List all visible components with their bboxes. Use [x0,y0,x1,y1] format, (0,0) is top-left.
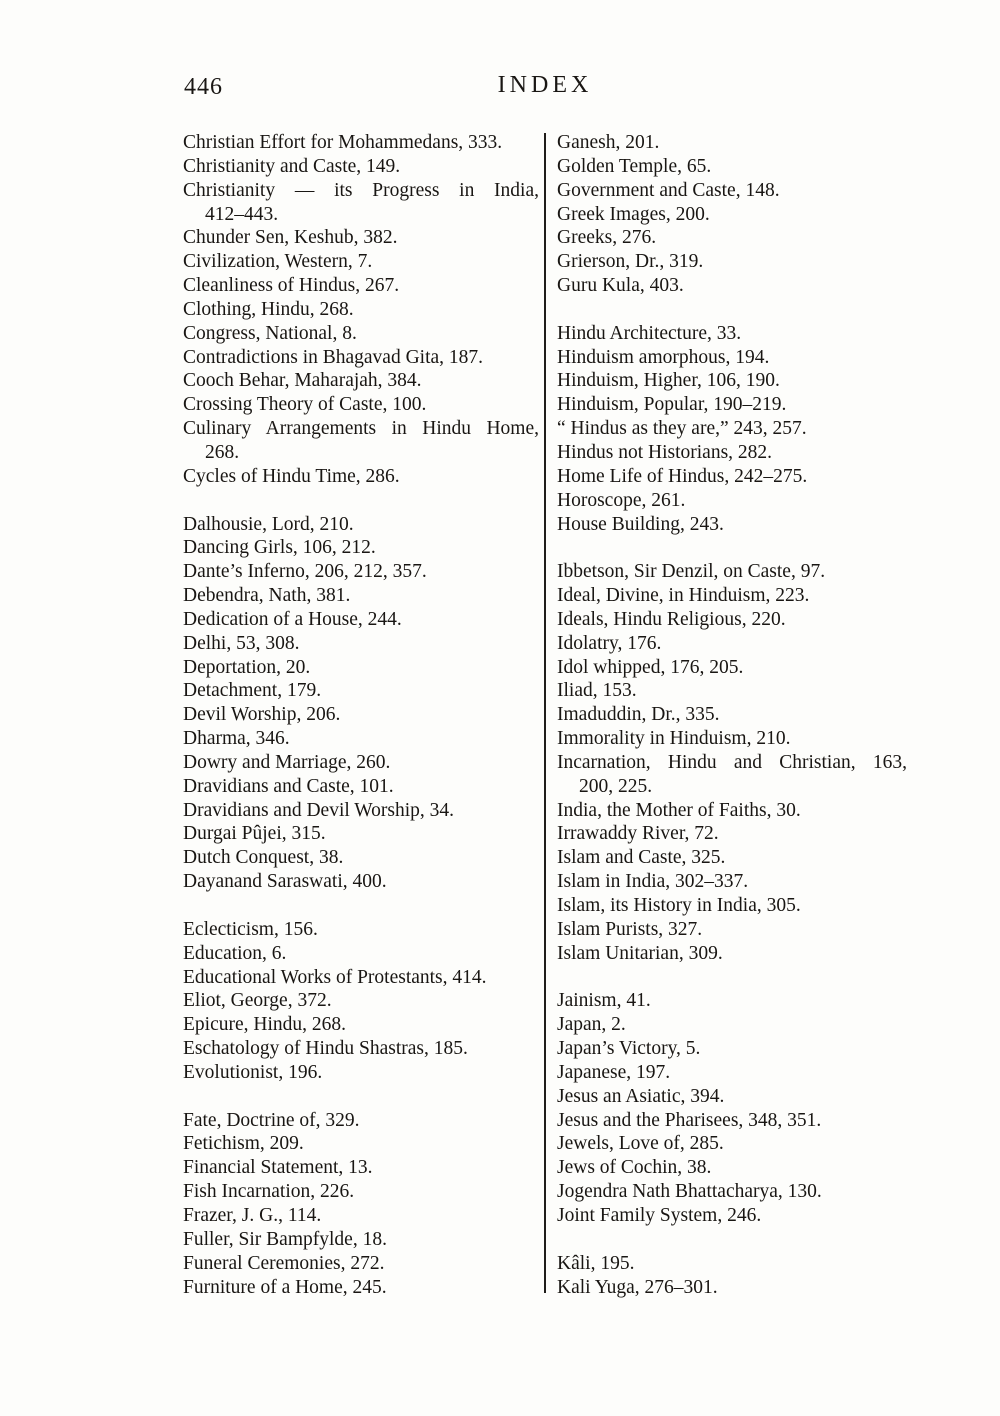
index-entry: Educational Works of Protestants, 414. [183,966,487,988]
index-entry: Hindu Architecture, 33. [557,322,742,344]
index-entry: Incarnation, Hindu and Christian, 163, [557,751,907,773]
index-entry: Delhi, 53, 308. [183,632,300,654]
index-entry: Jesus an Asiatic, 394. [557,1085,725,1107]
index-entry: Cooch Behar, Maharajah, 384. [183,370,422,392]
index-entry: Evolutionist, 196. [183,1061,323,1083]
index-entry-continuation: 412–443. [205,203,279,225]
index-entry: Funeral Ceremonies, 272. [183,1252,385,1274]
index-entry: Fish Incarnation, 226. [183,1181,355,1203]
index-entry: Congress, National, 8. [183,322,357,344]
index-entry: House Building, 243. [557,513,724,535]
index-entry: Japan’s Victory, 5. [557,1038,701,1060]
index-entry: Islam Unitarian, 309. [557,942,723,964]
index-entry: Idol whipped, 176, 205. [557,656,744,678]
index-entry: Deportation, 20. [183,656,311,678]
index-entry: Contradictions in Bhagavad Gita, 187. [183,346,484,368]
index-entry: Irrawaddy River, 72. [557,823,719,845]
section-gap [183,894,539,918]
index-entry: Cycles of Hindu Time, 286. [183,465,400,487]
index-entry: Islam, its History in India, 305. [557,895,801,916]
page-number: 446 [184,74,223,100]
index-entry: Financial Statement, 13. [183,1157,373,1179]
index-entry: Greeks, 276. [557,227,657,249]
section-gap [557,966,907,990]
index-entry: Dalhousie, Lord, 210. [183,513,354,535]
index-entry: Dravidians and Devil Worship, 34. [183,799,455,821]
index-entry-continuation: 200, 225. [579,775,653,797]
index-entry: Dancing Girls, 106, 212. [183,537,376,559]
index-entry: Civilization, Western, 7. [183,251,373,273]
index-entry: Kâli, 195. [557,1252,635,1274]
index-entry: Christian Effort for Mohammedans, 333. [183,132,503,153]
index-entry: Kali Yuga, 276–301. [557,1276,718,1298]
index-entry: Dravidians and Caste, 101. [183,775,394,797]
index-entry: Dowry and Marriage, 260. [183,751,391,773]
index-entry: Horoscope, 261. [557,489,686,511]
index-entry: Hinduism amorphous, 194. [557,346,770,368]
index-entry-continuation: 268. [205,441,240,463]
index-entry: Jewels, Love of, 285. [557,1133,724,1155]
section-gap [183,1085,539,1109]
index-entry: Jesus and the Pharisees, 348, 351. [557,1109,822,1131]
index-entry: Ideal, Divine, in Hinduism, 223. [557,585,810,607]
index-entry: Grierson, Dr., 319. [557,251,704,273]
index-right-column [557,131,907,1299]
index-entry: Islam Purists, 327. [557,918,703,940]
section-gap [557,298,907,322]
index-entry: Joint Family System, 246. [557,1204,762,1226]
index-entry: Durgai Pûjei, 315. [183,823,326,845]
index-entry: Furniture of a Home, 245. [183,1276,387,1298]
index-entry: Hinduism, Higher, 106, 190. [557,370,780,392]
index-entry: Guru Kula, 403. [557,275,684,297]
index-entry: Japan, 2. [557,1014,626,1036]
index-entry: Immorality in Hinduism, 210. [557,728,791,750]
index-entry: Epicure, Hindu, 268. [183,1014,347,1036]
index-entry: Crossing Theory of Caste, 100. [183,394,427,416]
index-entry: Christianity — its Progress in India, [183,179,539,201]
index-entry: Dutch Conquest, 38. [183,847,344,869]
index-entry: Ganesh, 201. [557,132,660,153]
index-entry: Hindus not Historians, 282. [557,441,773,463]
index-entry: Eclecticism, 156. [183,918,318,940]
index-entry: Iliad, 153. [557,680,637,702]
index-entry: Dedication of a House, 244. [183,608,402,630]
index-entry: Devil Worship, 206. [183,704,341,726]
index-entry: Clothing, Hindu, 268. [183,298,354,320]
section-gap [557,1228,907,1252]
index-entry: Jews of Cochin, 38. [557,1157,712,1179]
index-entry: Golden Temple, 65. [557,155,712,177]
index-entry: Culinary Arrangements in Hindu Home, [183,418,539,440]
index-entry: Detachment, 179. [183,680,322,702]
section-gap [183,489,539,513]
index-entry: Jogendra Nath Bhattacharya, 130. [557,1181,822,1203]
index-entry: Idolatry, 176. [557,632,662,654]
index-entry: Jainism, 41. [557,990,651,1012]
index-entry: Greek Images, 200. [557,203,710,225]
index-left-column [183,131,539,1299]
index-entry: Dharma, 346. [183,728,290,750]
page-title: INDEX [497,72,593,98]
index-entry: Fate, Doctrine of, 329. [183,1109,360,1131]
index-entry: Cleanliness of Hindus, 267. [183,275,400,297]
index-entry: Home Life of Hindus, 242–275. [557,465,808,487]
index-entry: Ibbetson, Sir Denzil, on Caste, 97. [557,561,826,583]
index-entry: Fuller, Sir Bampfylde, 18. [183,1228,387,1250]
index-entry: Eliot, George, 372. [183,990,332,1012]
index-entry: Islam and Caste, 325. [557,847,726,869]
index-entry: Dayanand Saraswati, 400. [183,871,387,893]
index-entry: Government and Caste, 148. [557,179,780,201]
index-entry: Fetichism, 209. [183,1133,304,1155]
index-entry: Islam in India, 302–337. [557,871,749,893]
index-entry: Imaduddin, Dr., 335. [557,704,720,726]
index-entry: Chunder Sen, Keshub, 382. [183,227,398,249]
index-entry: Ideals, Hindu Religious, 220. [557,608,786,630]
index-entry: Education, 6. [183,942,287,964]
column-divider [544,133,546,1293]
index-entry: Hinduism, Popular, 190–219. [557,394,787,416]
index-entry: Debendra, Nath, 381. [183,585,351,607]
index-entry: Eschatology of Hindu Shastras, 185. [183,1038,468,1060]
index-entry: Dante’s Inferno, 206, 212, 357. [183,561,427,583]
section-gap [557,536,907,560]
index-entry: “ Hindus as they are,” 243, 257. [557,418,807,440]
index-entry: Christianity and Caste, 149. [183,155,401,177]
index-entry: Japanese, 197. [557,1061,671,1083]
index-entry: India, the Mother of Faiths, 30. [557,799,801,821]
index-entry: Frazer, J. G., 114. [183,1204,322,1226]
